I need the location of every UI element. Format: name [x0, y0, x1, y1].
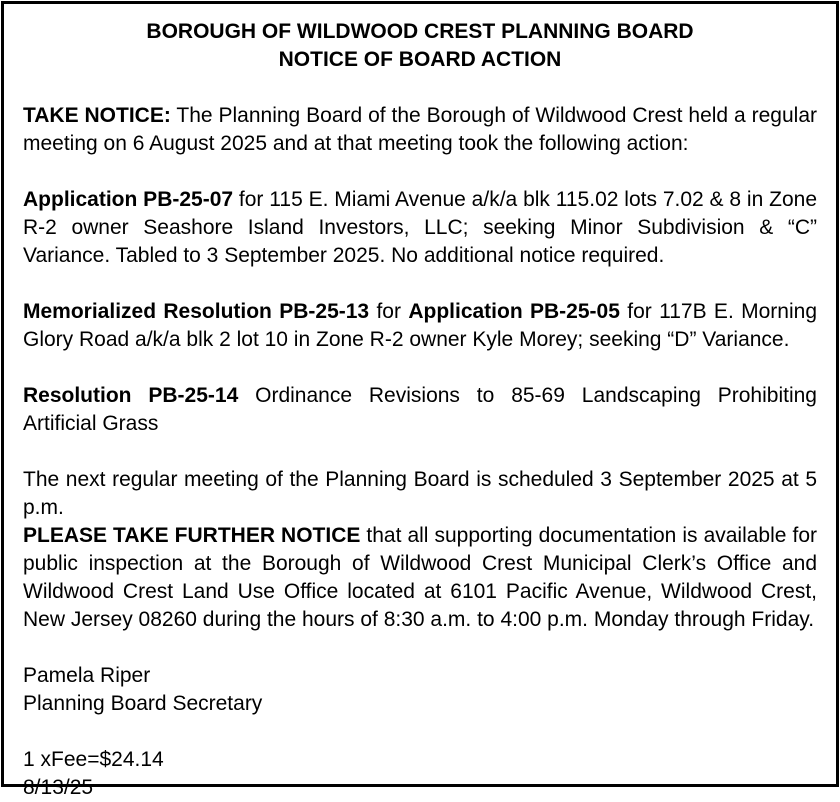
- application-label: Application PB-25-07: [23, 188, 234, 211]
- take-notice-text: The Planning Board of the Borough of Wildwood Crest held a regular meeting on 6 August 2025 and at that meeting took the following action:: [23, 104, 817, 155]
- resolution-paragraph: [23, 382, 817, 438]
- memorialized-resolution-label: Memorialized Resolution PB-25-13: [23, 300, 370, 323]
- resolution-label: Resolution PB-25-14: [23, 384, 239, 407]
- spacer: [23, 634, 817, 662]
- spacer: [23, 270, 817, 298]
- spacer: [23, 158, 817, 186]
- memorialized-text: for 117B E. Morning Glory Road a/k/a blk 2 lot 10 in Zone R-2 owner Kyle Morey; seeking “D” Variance.: [23, 300, 817, 351]
- notice-heading-line-1: BOROUGH OF WILDWOOD CREST PLANNING BOARD: [146, 20, 694, 43]
- spacer: [23, 438, 817, 466]
- signature-name: Pamela Riper: [23, 664, 151, 687]
- memorialized-mid-text: for: [369, 300, 409, 323]
- application-text: for 115 E. Miami Avenue a/k/a blk 115.02 lots 7.02 & 8 in Zone R-2 owner Seashore Island Investors, LLC; seeking Minor Subdivision & “C” Variance. Tabled to 3 September 2025. No additional notice required.: [23, 188, 817, 267]
- signature-title: Planning Board Secretary: [23, 692, 263, 715]
- take-notice-label: TAKE NOTICE:: [23, 104, 171, 127]
- next-meeting-paragraph: The next regular meeting of the Planning Board is scheduled 3 September 2025 at 5 p.m.: [23, 468, 817, 519]
- further-notice-text: that all supporting documentation is available for public inspection at the Borough of Wildwood Crest Municipal Clerk’s Office and Wildwood Crest Land Use Office located at 6101 Pacific Avenue, Wildwood Crest, New Jersey 08260 during the hours of 8:30 a.m. to 4:00 p.m. Monday through Friday.: [23, 524, 817, 631]
- fee-line: 1 xFee=$24.14: [23, 748, 164, 771]
- take-notice-paragraph: [23, 102, 817, 158]
- notice-content: [23, 18, 817, 802]
- spacer: [23, 354, 817, 382]
- memorialized-resolution-paragraph: [23, 298, 817, 354]
- application-paragraph: [23, 186, 817, 270]
- further-notice-label: PLEASE TAKE FURTHER NOTICE: [23, 524, 361, 547]
- further-notice-paragraph: [23, 522, 817, 634]
- notice-heading-line-2: NOTICE OF BOARD ACTION: [278, 48, 562, 71]
- memorialized-application-label: Application PB-25-05: [408, 300, 620, 323]
- spacer: [23, 718, 817, 746]
- legal-notice-box: [1, 1, 839, 799]
- publication-date: 8/13/25: [23, 776, 94, 799]
- spacer: [23, 74, 817, 102]
- resolution-text: Ordinance Revisions to 85-69 Landscaping Prohibiting Artificial Grass: [23, 384, 817, 435]
